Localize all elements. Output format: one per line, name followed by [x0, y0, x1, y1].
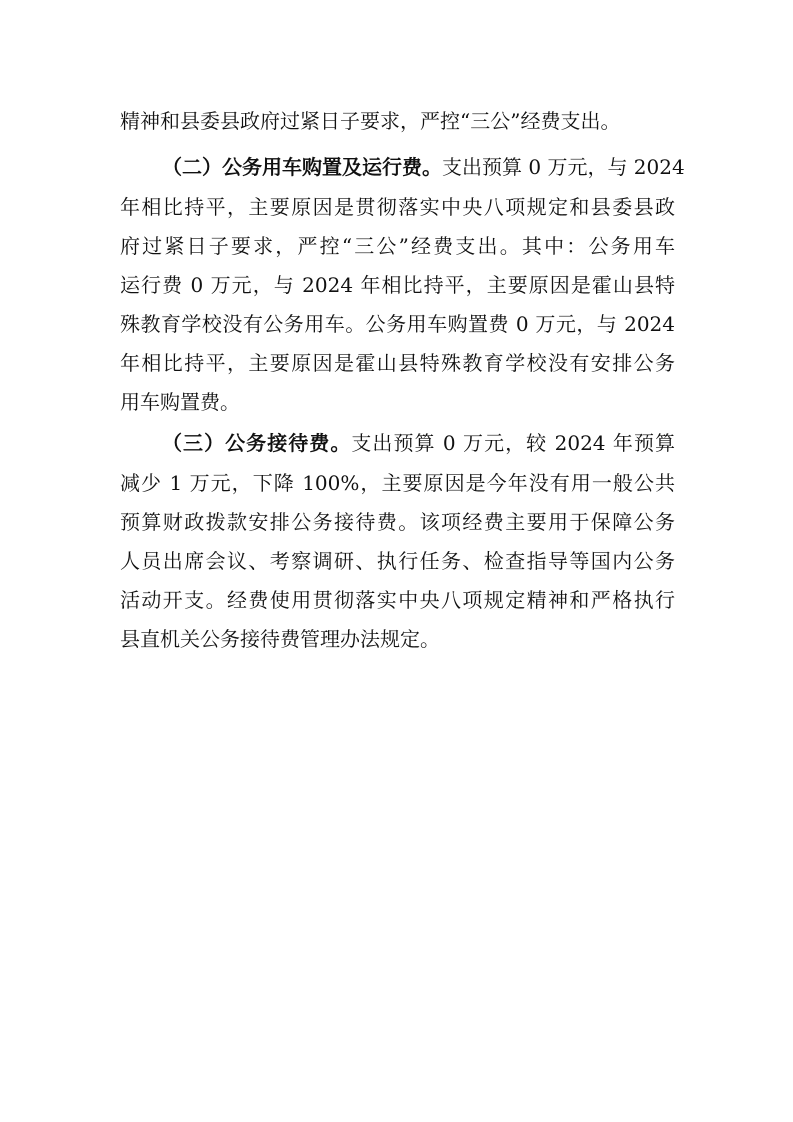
paragraph-line: 府过紧日子要求，严控“三公”经费支出。其中：公务用车: [120, 234, 675, 258]
paragraph-text: 支出预算 0 万元，与 2024: [442, 155, 685, 179]
paragraph-line: 人员出席会议、考察调研、执行任务、检查指导等国内公务: [120, 549, 675, 573]
paragraph-line: 县直机关公务接待费管理办法规定。: [120, 627, 440, 651]
paragraph-line: 年相比持平，主要原因是贯彻落实中央八项规定和县委县政: [120, 195, 675, 219]
paragraph-line: [162, 152, 685, 182]
section-heading: （三）公务接待费。: [162, 431, 352, 455]
paragraph-line: 年相比持平，主要原因是霍山县特殊教育学校没有安排公务: [120, 351, 675, 375]
paragraph-line: 精神和县委县政府过紧日子要求，严控“三公”经费支出。: [120, 109, 621, 133]
paragraph-line: 用车购置费。: [120, 390, 240, 414]
section-heading: （二）公务用车购置及运行费。: [162, 155, 442, 179]
paragraph-line: 减少 1 万元，下降 100%，主要原因是今年没有用一般公共: [120, 471, 675, 495]
paragraph-line: 活动开支。经费使用贯彻落实中央八项规定精神和严格执行: [120, 588, 675, 612]
paragraph-line: 预算财政拨款安排公务接待费。该项经费主要用于保障公务: [120, 510, 675, 534]
paragraph-line: [162, 428, 675, 458]
paragraph-line: 运行费 0 万元，与 2024 年相比持平，主要原因是霍山县特: [120, 273, 675, 297]
paragraph-line: 殊教育学校没有公务用车。公务用车购置费 0 万元，与 2024: [120, 312, 675, 336]
paragraph-text: 支出预算 0 万元，较 2024 年预算: [351, 431, 675, 455]
